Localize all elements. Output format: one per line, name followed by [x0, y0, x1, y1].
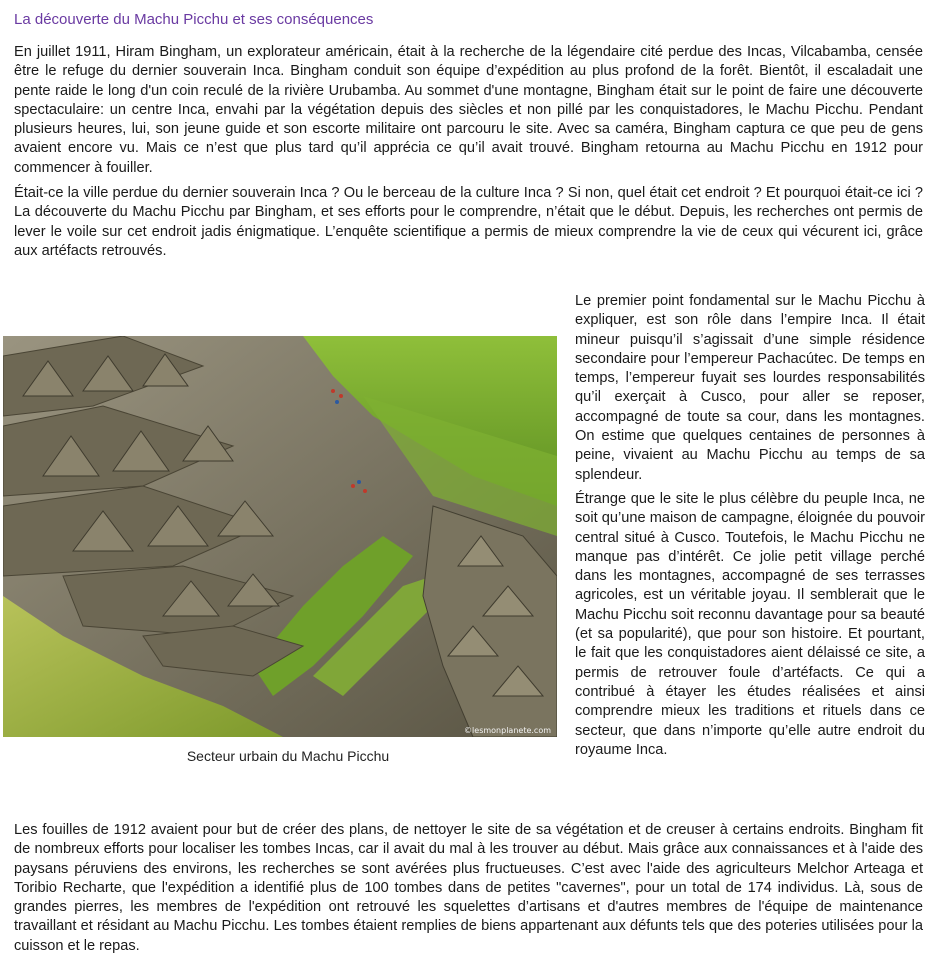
- right-paragraph-2: Étrange que le site le plus célèbre du peuple Inca, ne soit qu’une maison de campagne, éloignée du pouvoir central situé à Cusco. Toutefois, le Machu Picchu ne manque pas d’intérêt. Ce jolie petit village perché dans les montagnes, accompagné de ses terrasses agricoles, est un véritable joyau. Il semblerait que le Machu Picchu soit reconnu davantage pour sa beauté (et sa popularité), que pour son histoire. Et pourtant, le fait que les conquistadores aient délaissé ce site, a permis de retrouver foule d’artéfacts. Ce qui a contribué à étayer les études réalisées et ainsi comprendre mieux les traditions et rituels dans ce secteur, que dans n’importe qu’elle autre endroit du royaume Inca.: [575, 491, 925, 758]
- photo-caption: Secteur urbain du Machu Picchu: [186, 748, 390, 764]
- bottom-paragraph: Les fouilles de 1912 avaient pour but de créer des plans, de nettoyer le site de sa végétation et de creuser à certains endroits. Bingham fit de nombreux efforts pour localiser les tombes Incas, car il avait du mal à les trouver au début. Mais grâce aux connaissances et à l'aide des paysans péruviens des environs, les recherches se sont avérées plus fructueuses. C’est avec l'aide des agriculteurs Melchor Arteaga et Toribio Recharte, que l'expédition a identifié plus de 100 tombes dans de petites "cavernes", pour un total de 174 individus. Là, sous de grandes pierres, les membres de l'expédition ont retrouvé les squelettes d’artisans et d'autres membres de l'équipe de maintenance travaillant et résidant au Machu Picchu. Les tombes étaient remplies de biens appartenant aux défunts tels que des poteries utilisées pour la cuisson et le repas.: [14, 822, 923, 954]
- right-paragraph-1: Le premier point fondamental sur le Machu Picchu à expliquer, est son rôle dans l’empire Inca. Il était mineur puisqu’il s’agissait d’une simple résidence secondaire pour l’empereur Pachacútec. De temps en temps, l’empereur fuyait ses lourdes responsabilités qu’il exerçait à Cusco, pour aller se reposer, accompagné de toute sa cour, dans les montagnes. On estime que quelques centaines de personnes à peine, vivaient au Machu Picchu au temps de sa splendeur.: [575, 293, 925, 483]
- machu-picchu-photo: [3, 336, 557, 737]
- intro-paragraph-2: Était-ce la ville perdue du dernier souverain Inca ? Ou le berceau de la culture Inca ? Si non, quel était cet endroit ? Et pourquoi était-ce ici ? La découverte du Machu Picchu par Bingham, et ses efforts pour le comprendre, n’était que le début. Depuis, les recherches ont permis de lever le voile sur cet endroit jadis énigmatique. L’enquête scientifique a permis de mieux comprendre la vie de ceux qui vécurent ici, grâce aux artéfacts retrouvés.: [14, 185, 923, 259]
- intro-paragraph-1: En juillet 1911, Hiram Bingham, un explorateur américain, était à la recherche de la légendaire cité perdue des Incas, Vilcabamba, censée être le refuge du dernier souverain Inca. Bingham conduit son équipe d’expédition au plus profond de la forêt. Bientôt, il escaladait une pente raide le long d'un coin reculé de la rivière Urubamba. Au sommet d'une montagne, Bingham était sur le point de faire une découverte spectaculaire: un centre Inca, envahi par la végétation depuis des siècles et non pillé par les conquistadores, le Machu Picchu. Pendant plusieurs heures, lui, son jeune guide et son escorte militaire ont parcouru le site. Avec sa caméra, Bingham captura ce que peu de gens avaient encore vu. Mais ce n’est que plus tard qu’il apprécia ce qu’il avait trouvé. Bingham retourna au Machu Picchu en 1912 pour commencer à fouiller.: [14, 44, 923, 176]
- photo-watermark: ©lesmonplanete.com: [464, 726, 551, 735]
- page-title: La découverte du Machu Picchu et ses conséquences: [14, 11, 374, 28]
